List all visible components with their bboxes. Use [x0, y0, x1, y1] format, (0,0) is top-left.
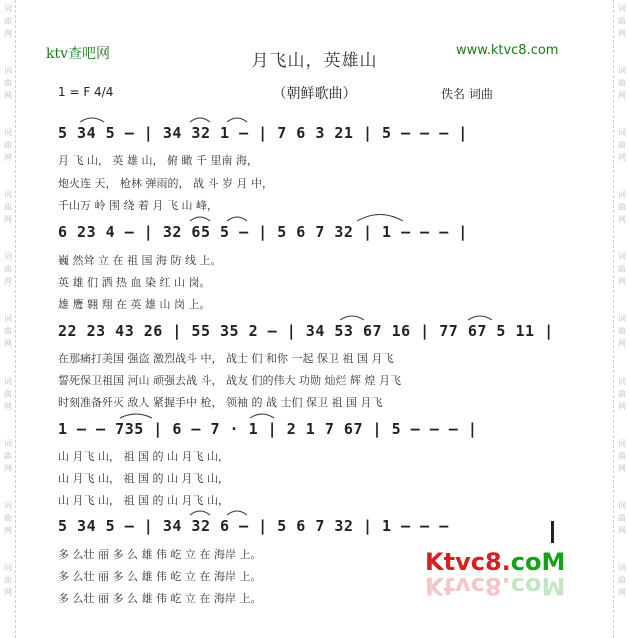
lyric-line: 时刻准备歼灭 敌人 紧握手中 枪， 领袖 的 战 士们 保卫 祖 国 月飞 — [58, 396, 383, 409]
watermark-tv: tvc8. — [443, 572, 511, 600]
song-subtitle: （朝鲜歌曲） — [272, 86, 357, 102]
margin-text: 词 曲 网 — [617, 562, 627, 597]
slur — [120, 414, 152, 418]
slur — [227, 511, 247, 515]
slur — [357, 215, 403, 222]
lyric-line: 山 月飞 山， 祖 国 的 山 月飞 山， — [58, 472, 229, 485]
lyric-line: 巍 然耸 立 在 祖 国 海 防 线 上。 — [58, 254, 222, 267]
margin-text: 词 曲 网 — [3, 376, 13, 411]
lyric-line: 在那痛打美国 强盗 激烈战斗 中， 战士 们 和你 一起 保卫 祖 国 月飞 — [58, 352, 394, 365]
slur — [190, 118, 210, 122]
lyric-line: 山 月飞 山， 祖 国 的 山 月飞 山， — [58, 450, 229, 463]
lyric-line: 月 飞 山， 英 雄 山， 俯 瞰 千 里南 海， — [58, 154, 258, 167]
slur — [340, 316, 364, 320]
margin-text: 词 曲 网 — [617, 66, 627, 101]
lyric-line: 多 么壮 丽 多 么 雄 伟 屹 立 在 海岸 上。 — [58, 592, 262, 605]
margin-text: 词 曲 网 — [617, 252, 627, 287]
slur — [190, 511, 210, 515]
margin-text: 词 曲 网 — [3, 438, 13, 473]
watermark-com: coM — [510, 548, 566, 576]
notation-line-5: 5 34 5 – | 34 32 6 – | 5 6 7 32 | 1 – – – — [58, 517, 449, 535]
margin-text: 词 曲 网 — [3, 4, 13, 39]
slur — [468, 316, 492, 320]
site-name-left: ktv查吧网 — [46, 46, 111, 62]
slur — [227, 118, 247, 122]
lyric-line: 多 么壮 丽 多 么 雄 伟 屹 立 在 海岸 上。 — [58, 570, 262, 583]
lyric-line: 雄 鹰 翱 翔 在 英 雄 山 岗 上。 — [58, 298, 211, 311]
margin-text: 词 曲 网 — [617, 190, 627, 225]
margin-text: 词 曲 网 — [3, 66, 13, 101]
margin-text: 词 曲 网 — [3, 500, 13, 535]
slur — [227, 217, 247, 221]
margin-text: 词 曲 网 — [3, 562, 13, 597]
margin-text: 词 曲 网 — [3, 252, 13, 287]
margin-text: 词 曲 网 — [617, 376, 627, 411]
margin-text: 词 曲 网 — [617, 314, 627, 349]
margin-text: 词 曲 网 — [617, 500, 627, 535]
notation-line-4: 1 – – 735 | 6 – 7 · 1 | 2 1 7 67 | 5 – – – | — [58, 420, 478, 438]
slur — [250, 414, 274, 418]
key-signature: 1 = F 4/4 — [58, 85, 114, 99]
margin-text: 词 曲 网 — [617, 438, 627, 473]
lyric-line: 英 雄 们 洒 热 血 染 红 山 岗。 — [58, 276, 211, 289]
margin-text: 词 曲 网 — [3, 314, 13, 349]
notation-line-1: 5 34 5 – | 34 32 1 – | 7 6 3 21 | 5 – – – | — [58, 124, 468, 142]
margin-text: 词 曲 网 — [3, 190, 13, 225]
lyric-line: 千山万 岭 围 绕 着 月 飞 山 峰， — [58, 199, 218, 212]
slur — [190, 217, 210, 221]
notation-line-2: 6 23 4 – | 32 65 5 – | 5 6 7 32 | 1 – – – | — [58, 223, 468, 241]
lyric-line: 炮火连 天， 枪林 弹雨的， 战 斗 岁 月 中， — [58, 177, 273, 190]
watermark-k: K — [425, 548, 444, 576]
margin-text: 词 曲 网 — [3, 128, 13, 163]
watermark-k: K — [425, 572, 444, 600]
author-credit: 佚名 词曲 — [441, 87, 493, 101]
watermark-com: coM — [510, 572, 566, 600]
site-url-right: www.ktvc8.com — [456, 43, 559, 58]
margin-text: 词 曲 网 — [617, 128, 627, 163]
lyric-line: 多 么壮 丽 多 么 雄 伟 屹 立 在 海岸 上。 — [58, 548, 262, 561]
notation-line-3: 22 23 43 26 | 55 35 2 – | 34 53 67 16 | 77 67 5 11 | — [58, 322, 554, 340]
lyric-line: 誓死保卫祖国 河山 顽强去战 斗， 战友 们的伟大 功勋 灿烂 辉 煌 月飞 — [58, 374, 401, 387]
watermark-tv: tvc8. — [443, 548, 511, 576]
lyric-line: 山 月飞 山， 祖 国 的 山 月飞 山， — [58, 494, 229, 507]
watermark-reflection — [425, 572, 565, 600]
slur — [80, 118, 104, 122]
margin-text: 词 曲 网 — [617, 4, 627, 39]
song-title: 月飞山，英雄山 — [251, 51, 378, 71]
